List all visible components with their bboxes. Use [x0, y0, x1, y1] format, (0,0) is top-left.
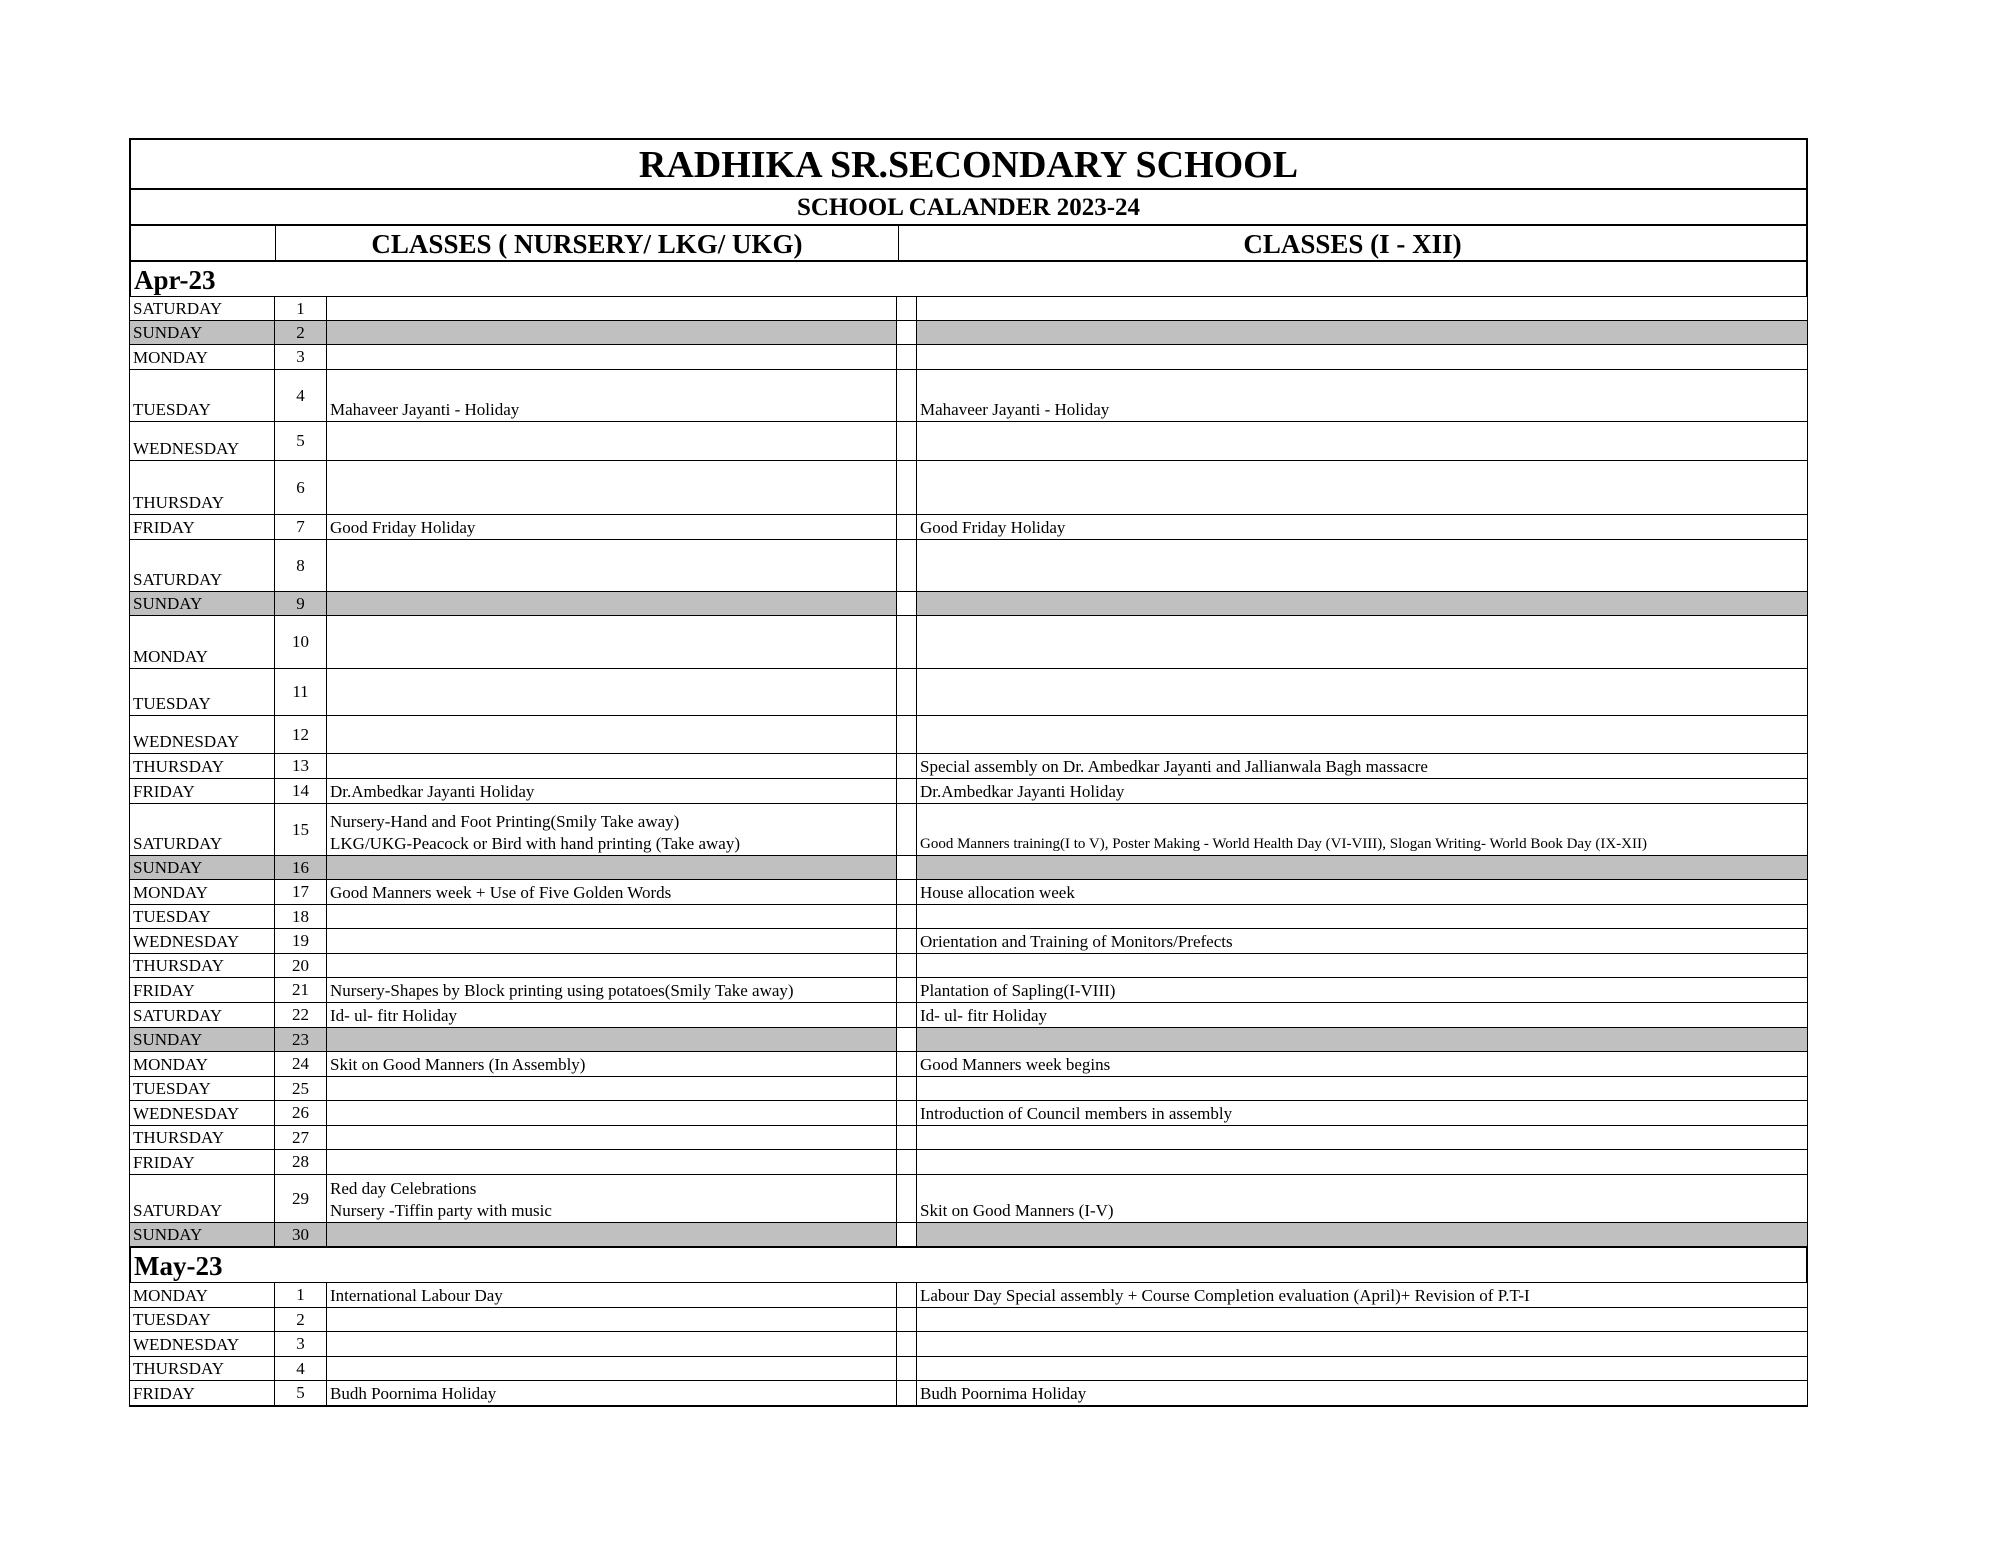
pre-primary-activity: [327, 669, 897, 715]
calendar-row: [129, 1027, 1808, 1051]
spacer-cell: [897, 754, 917, 778]
spacer-cell: [897, 461, 917, 514]
spacer-cell: [897, 1028, 917, 1051]
calendar-row: [129, 615, 1808, 668]
months-container: [129, 260, 1808, 1407]
spacer-cell: [897, 669, 917, 715]
date-number: 27: [275, 1126, 327, 1149]
spacer-cell: [897, 1003, 917, 1027]
pre-primary-activity: [327, 1150, 897, 1174]
date-number: 12: [275, 716, 327, 753]
pre-primary-activity: [327, 804, 897, 855]
day-name: TUESDAY: [130, 905, 275, 928]
calendar-row: [129, 1149, 1808, 1174]
spacer-cell: [897, 1283, 917, 1307]
day-name: TUESDAY: [130, 1308, 275, 1331]
pre-primary-activity: [327, 616, 897, 668]
calendar-row: [129, 1222, 1808, 1246]
pre-primary-activity: [327, 1077, 897, 1100]
calendar-row: [129, 591, 1808, 615]
day-name: MONDAY: [130, 880, 275, 904]
date-number: 24: [275, 1052, 327, 1076]
classes-activity: Good Manners week begins: [920, 1055, 1111, 1074]
spacer-cell: [897, 540, 917, 591]
spacer-cell: [897, 370, 917, 421]
classes-activity: [917, 1308, 1807, 1331]
spacer-cell: [897, 321, 917, 344]
date-number: 16: [275, 856, 327, 879]
date-number: 18: [275, 905, 327, 928]
spacer-cell: [897, 1101, 917, 1125]
classes-activity: Good Friday Holiday: [920, 518, 1066, 537]
month-header: Apr-23: [129, 260, 1808, 296]
pre-primary-activity: [327, 880, 897, 904]
classes-activity: [917, 1126, 1807, 1149]
pre-primary-activity: [327, 905, 897, 928]
classes-activity: Introduction of Council members in assembly: [920, 1104, 1233, 1123]
calendar-row: [129, 460, 1808, 514]
date-number: 22: [275, 1003, 327, 1027]
classes-activity: [917, 1077, 1807, 1100]
date-number: 3: [275, 345, 327, 369]
activity-line: Nursery-Hand and Foot Printing(Smily Take away): [330, 812, 680, 831]
spacer-cell: [897, 345, 917, 369]
date-number: 11: [275, 669, 327, 715]
spacer-cell: [897, 1332, 917, 1356]
pre-primary-activity: [327, 370, 897, 421]
date-number: 6: [275, 461, 327, 514]
pre-primary-activity: [327, 1308, 897, 1331]
spacer-cell: [897, 716, 917, 753]
pre-primary-activity: [327, 1003, 897, 1027]
classes-activity: Orientation and Training of Monitors/Prefects: [920, 932, 1233, 951]
classes-activity: [917, 1028, 1807, 1051]
day-name: FRIDAY: [130, 515, 275, 539]
classes-activity: [917, 422, 1807, 460]
day-name: MONDAY: [130, 1052, 275, 1076]
calendar-row: [129, 320, 1808, 344]
pre-primary-activity: [327, 954, 897, 977]
pre-primary-activity: [327, 754, 897, 778]
classes-activity: House allocation week: [920, 883, 1075, 902]
day-name: TUESDAY: [130, 669, 275, 715]
pre-primary-activity: [327, 1052, 897, 1076]
day-name: SATURDAY: [130, 1175, 275, 1222]
calendar-row: [129, 753, 1808, 778]
school-name: RADHIKA SR.SECONDARY SCHOOL: [129, 138, 1808, 188]
date-number: 29: [275, 1175, 327, 1222]
calendar-title: SCHOOL CALANDER 2023-24: [129, 188, 1808, 224]
date-number: 20: [275, 954, 327, 977]
spacer-cell: [897, 905, 917, 928]
spacer-cell: [897, 515, 917, 539]
pre-primary-activity: [327, 1101, 897, 1125]
classes-activity: Labour Day Special assembly + Course Completion evaluation (April)+ Revision of P.T-I: [920, 1286, 1530, 1305]
calendar-sheet: [129, 138, 1808, 1407]
calendar-row: [129, 1331, 1808, 1356]
calendar-row: [129, 904, 1808, 928]
classes-activity: Plantation of Sapling(I-VIII): [920, 981, 1116, 1000]
spacer-cell: [897, 616, 917, 668]
date-number: 15: [275, 804, 327, 855]
day-name: SATURDAY: [130, 297, 275, 320]
pre-primary-activity: [327, 1223, 897, 1246]
date-number: 23: [275, 1028, 327, 1051]
date-number: 2: [275, 321, 327, 344]
calendar-row: [129, 539, 1808, 591]
classes-activity: Special assembly on Dr. Ambedkar Jayanti and Jallianwala Bagh massacre: [920, 757, 1428, 776]
day-name: FRIDAY: [130, 1381, 275, 1405]
date-number: 1: [275, 1283, 327, 1307]
activity-line: Mahaveer Jayanti - Holiday: [330, 400, 520, 419]
activity-line: Good Friday Holiday: [330, 518, 476, 537]
classes-activity: Budh Poornima Holiday: [920, 1384, 1087, 1403]
day-name: SUNDAY: [130, 592, 275, 615]
classes-activity: [917, 297, 1807, 320]
date-number: 28: [275, 1150, 327, 1174]
date-number: 4: [275, 370, 327, 421]
classes-activity: [917, 669, 1807, 715]
classes-activity: [917, 461, 1807, 514]
classes-activity: [917, 1150, 1807, 1174]
classes-activity: [917, 616, 1807, 668]
calendar-row: [129, 514, 1808, 539]
calendar-row: [129, 977, 1808, 1002]
spacer-cell: [897, 1052, 917, 1076]
pre-primary-activity: [327, 297, 897, 320]
pre-primary-activity: [327, 515, 897, 539]
calendar-row: [129, 715, 1808, 753]
pre-primary-activity: [327, 1175, 897, 1222]
classes-activity: Good Manners training(I to V), Poster Making - World Health Day (VI-VIII), Slogan Writing- World Book Day (IX-XII): [920, 836, 1647, 852]
calendar-row: [129, 344, 1808, 369]
calendar-row: [129, 1002, 1808, 1027]
month-header: May-23: [129, 1246, 1808, 1282]
column-header-row: [129, 224, 1808, 260]
calendar-row: [129, 1282, 1808, 1307]
pre-primary-activity: [327, 856, 897, 879]
classes-activity: Skit on Good Manners (I-V): [920, 1201, 1114, 1220]
spacer-cell: [897, 804, 917, 855]
day-name: WEDNESDAY: [130, 422, 275, 460]
calendar-row: [129, 369, 1808, 421]
classes-activity: Id- ul- fitr Holiday: [920, 1006, 1047, 1025]
pre-primary-activity: [327, 1332, 897, 1356]
spacer-cell: [897, 1077, 917, 1100]
activity-line: Good Manners week + Use of Five Golden Words: [330, 883, 672, 902]
activity-line: Nursery -Tiffin party with music: [330, 1201, 552, 1220]
pre-primary-activity: [327, 345, 897, 369]
pre-primary-activity: [327, 540, 897, 591]
classes-activity: Mahaveer Jayanti - Holiday: [920, 400, 1110, 419]
day-name: THURSDAY: [130, 954, 275, 977]
day-column-header: [131, 226, 276, 260]
calendar-row: [129, 1356, 1808, 1380]
day-name: SUNDAY: [130, 856, 275, 879]
date-number: 4: [275, 1357, 327, 1380]
spacer-cell: [897, 954, 917, 977]
activity-line: Skit on Good Manners (In Assembly): [330, 1055, 586, 1074]
pre-primary-activity: [327, 1357, 897, 1380]
day-name: THURSDAY: [130, 461, 275, 514]
pre-primary-activity: [327, 929, 897, 953]
classes-activity: [917, 856, 1807, 879]
spacer-cell: [897, 1126, 917, 1149]
spacer-cell: [897, 929, 917, 953]
calendar-row: [129, 928, 1808, 953]
pre-primary-activity: [327, 1028, 897, 1051]
calendar-row: [129, 296, 1808, 320]
spacer-cell: [897, 1150, 917, 1174]
date-number: 5: [275, 422, 327, 460]
day-name: WEDNESDAY: [130, 929, 275, 953]
calendar-row: [129, 1100, 1808, 1125]
spacer-cell: [897, 592, 917, 615]
date-number: 30: [275, 1223, 327, 1246]
spacer-cell: [897, 422, 917, 460]
date-number: 7: [275, 515, 327, 539]
calendar-row: [129, 1125, 1808, 1149]
classes-activity: [917, 592, 1807, 615]
day-name: MONDAY: [130, 345, 275, 369]
calendar-row: [129, 1076, 1808, 1100]
spacer-cell: [897, 1223, 917, 1246]
spacer-cell: [897, 1381, 917, 1405]
calendar-row: [129, 1380, 1808, 1407]
date-number: 2: [275, 1308, 327, 1331]
day-name: THURSDAY: [130, 1357, 275, 1380]
day-name: SATURDAY: [130, 540, 275, 591]
activity-line: Red day Celebrations: [330, 1179, 477, 1198]
classes-activity: [917, 905, 1807, 928]
date-number: 25: [275, 1077, 327, 1100]
pre-primary-activity: [327, 422, 897, 460]
classes-activity: [917, 1223, 1807, 1246]
date-number: 21: [275, 978, 327, 1002]
pre-primary-activity: [327, 1126, 897, 1149]
calendar-row: [129, 855, 1808, 879]
date-number: 1: [275, 297, 327, 320]
activity-line: International Labour Day: [330, 1286, 503, 1305]
date-number: 19: [275, 929, 327, 953]
calendar-row: [129, 1051, 1808, 1076]
calendar-row: [129, 1307, 1808, 1331]
calendar-row: [129, 421, 1808, 460]
date-number: 26: [275, 1101, 327, 1125]
date-number: 5: [275, 1381, 327, 1405]
spacer-cell: [897, 978, 917, 1002]
calendar-row: [129, 1174, 1808, 1222]
date-number: 8: [275, 540, 327, 591]
activity-line: Budh Poornima Holiday: [330, 1384, 497, 1403]
classes-activity: [917, 345, 1807, 369]
spacer-cell: [897, 1357, 917, 1380]
day-name: SATURDAY: [130, 804, 275, 855]
day-name: TUESDAY: [130, 370, 275, 421]
activity-line: Nursery-Shapes by Block printing using potatoes(Smily Take away): [330, 981, 794, 1000]
pre-primary-activity: [327, 978, 897, 1002]
calendar-row: [129, 879, 1808, 904]
day-name: WEDNESDAY: [130, 1332, 275, 1356]
date-number: 17: [275, 880, 327, 904]
day-name: MONDAY: [130, 1283, 275, 1307]
day-name: FRIDAY: [130, 978, 275, 1002]
calendar-row: [129, 953, 1808, 977]
date-number: 9: [275, 592, 327, 615]
day-name: SUNDAY: [130, 1028, 275, 1051]
calendar-row: [129, 803, 1808, 855]
activity-line: Dr.Ambedkar Jayanti Holiday: [330, 782, 535, 801]
day-name: TUESDAY: [130, 1077, 275, 1100]
pre-primary-header: CLASSES ( NURSERY/ LKG/ UKG): [276, 226, 899, 260]
day-name: FRIDAY: [130, 1150, 275, 1174]
date-number: 14: [275, 779, 327, 803]
spacer-cell: [897, 297, 917, 320]
day-name: THURSDAY: [130, 754, 275, 778]
date-number: 3: [275, 1332, 327, 1356]
day-name: SUNDAY: [130, 1223, 275, 1246]
activity-line: LKG/UKG-Peacock or Bird with hand printing (Take away): [330, 834, 741, 853]
classes-header: CLASSES (I - XII): [1243, 229, 1462, 259]
pre-primary-activity: [327, 1381, 897, 1405]
classes-activity: [917, 321, 1807, 344]
calendar-row: [129, 778, 1808, 803]
date-number: 10: [275, 616, 327, 668]
pre-primary-activity: [327, 779, 897, 803]
pre-primary-activity: [327, 321, 897, 344]
classes-activity: Dr.Ambedkar Jayanti Holiday: [920, 782, 1125, 801]
day-name: THURSDAY: [130, 1126, 275, 1149]
classes-activity: [917, 1357, 1807, 1380]
spacer-cell: [897, 1175, 917, 1222]
classes-activity: [917, 1332, 1807, 1356]
classes-activity: [917, 954, 1807, 977]
date-number: 13: [275, 754, 327, 778]
spacer-cell: [897, 779, 917, 803]
day-name: WEDNESDAY: [130, 1101, 275, 1125]
pre-primary-activity: [327, 592, 897, 615]
classes-activity: [917, 716, 1807, 753]
pre-primary-activity: [327, 716, 897, 753]
day-name: SATURDAY: [130, 1003, 275, 1027]
classes-activity: [917, 540, 1807, 591]
spacer-cell: [897, 880, 917, 904]
calendar-row: [129, 668, 1808, 715]
activity-line: Id- ul- fitr Holiday: [330, 1006, 457, 1025]
day-name: FRIDAY: [130, 779, 275, 803]
day-name: MONDAY: [130, 616, 275, 668]
day-name: SUNDAY: [130, 321, 275, 344]
pre-primary-activity: [327, 461, 897, 514]
spacer-cell: [897, 1308, 917, 1331]
day-name: WEDNESDAY: [130, 716, 275, 753]
pre-primary-activity: [327, 1283, 897, 1307]
spacer-cell: [897, 856, 917, 879]
